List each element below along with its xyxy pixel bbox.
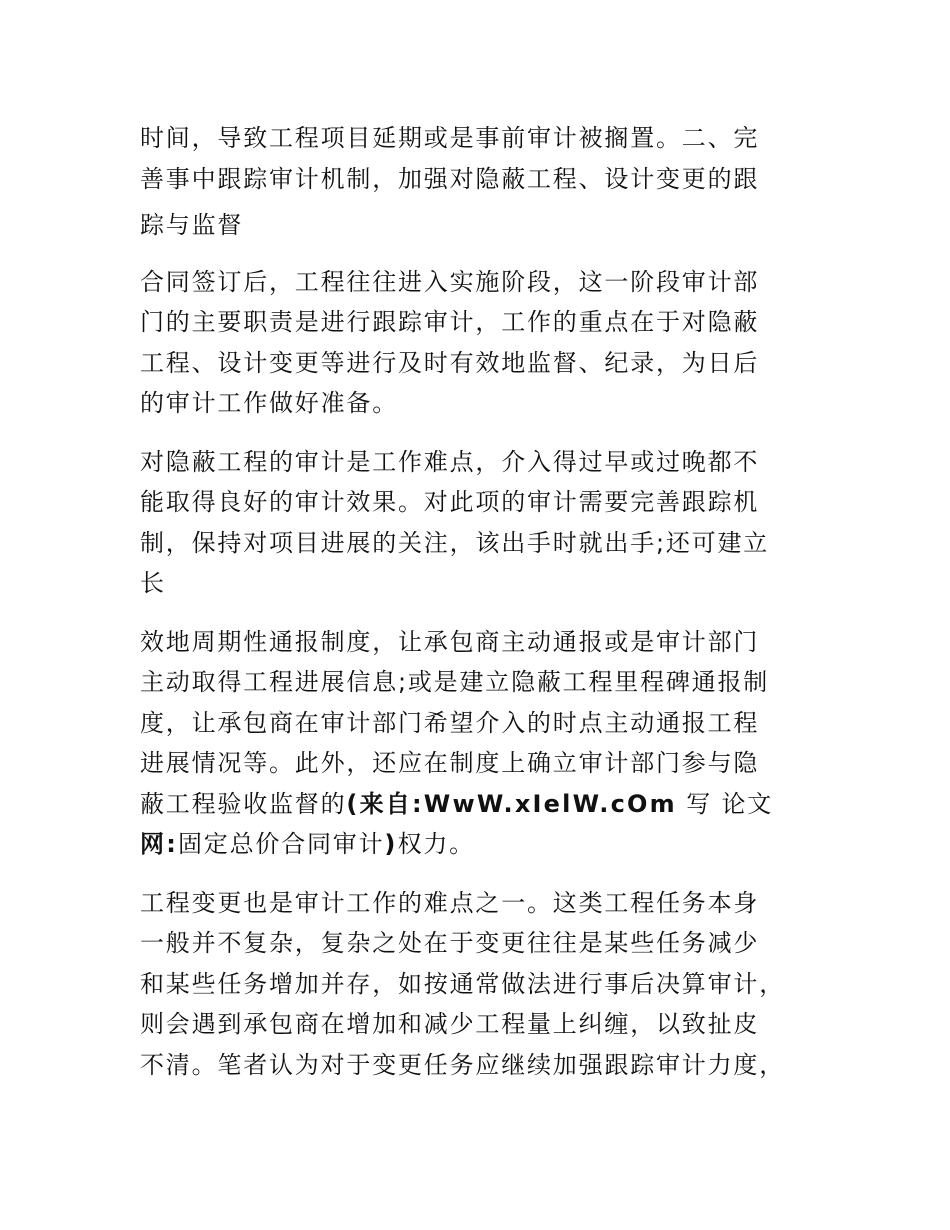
paragraph-3 [140, 442, 820, 604]
paragraph-5 [140, 883, 820, 1086]
text-line: 长 [140, 569, 166, 597]
text-line [140, 784, 820, 825]
text-line: 时间，导致工程项目延期或是事前审计被搁置。二、完 [140, 124, 760, 152]
section-heading-tail: 踪与监督 [140, 211, 244, 239]
text-line: 工程、设计变更等进行及时有效地监督、纪录，为日后 [140, 348, 760, 377]
text-line: 度，让承包商在审计部门希望介入的时点主动通报工程 [140, 708, 760, 737]
text-line: 则会遇到承包商在增加和减少工程量上纠缠，以致扯皮 [140, 1010, 760, 1038]
text-run: 蔽工程验收监督的 [140, 789, 347, 818]
text-line: 善事中跟踪审计机制，加强对隐蔽工程、设计变更的跟 [140, 164, 760, 193]
text-line: 进展情况等。此外，还应在制度上确立审计部门参与隐 [140, 749, 760, 777]
text-run: 固定总价合同审计 [178, 830, 385, 858]
text-line: 工程变更也是审计工作的难点之一。这类工程任务本身 [140, 888, 760, 917]
text-line: 门的主要职责是进行跟踪审计，工作的重点在于对隐蔽 [140, 308, 760, 336]
paragraph-4 [140, 622, 820, 865]
text-run: 写 论文 [676, 789, 774, 818]
paragraph-1 [140, 118, 820, 199]
text-line: 的审计工作做好准备。 [140, 389, 398, 417]
source-note-bold: (来自:WwW.xIelW.cOm [346, 789, 677, 818]
text-line: 制，保持对项目进展的关注，该出手时就出手;还可建立 [140, 528, 770, 557]
document-body [140, 118, 820, 1103]
text-line: 合同签订后，工程往往进入实施阶段，这一阶段审计部 [140, 267, 760, 296]
text-line: 一般并不复杂，复杂之处在于变更往往是某些任务减少 [140, 929, 760, 957]
text-line: 能取得良好的审计效果。对此项的审计需要完善跟踪机 [140, 488, 760, 516]
text-line: 不清。笔者认为对于变更任务应继续加强跟踪审计力度， [140, 1050, 785, 1079]
text-line: 效地周期性通报制度，让承包商主动通报或是审计部门 [140, 627, 760, 656]
text-line: 主动取得工程进展信息;或是建立隐蔽工程里程碑通报制 [140, 668, 770, 696]
source-note-bold: 网: [140, 830, 178, 858]
paragraph-2 [140, 262, 820, 424]
text-line: 和某些任务增加并存，如按通常做法进行事后决算审计， [140, 969, 785, 998]
text-run: 权力。 [397, 830, 475, 858]
text-line [140, 824, 820, 865]
text-line: 对隐蔽工程的审计是工作难点，介入得过早或过晚都不 [140, 447, 760, 476]
source-note-bold: ) [384, 830, 398, 858]
